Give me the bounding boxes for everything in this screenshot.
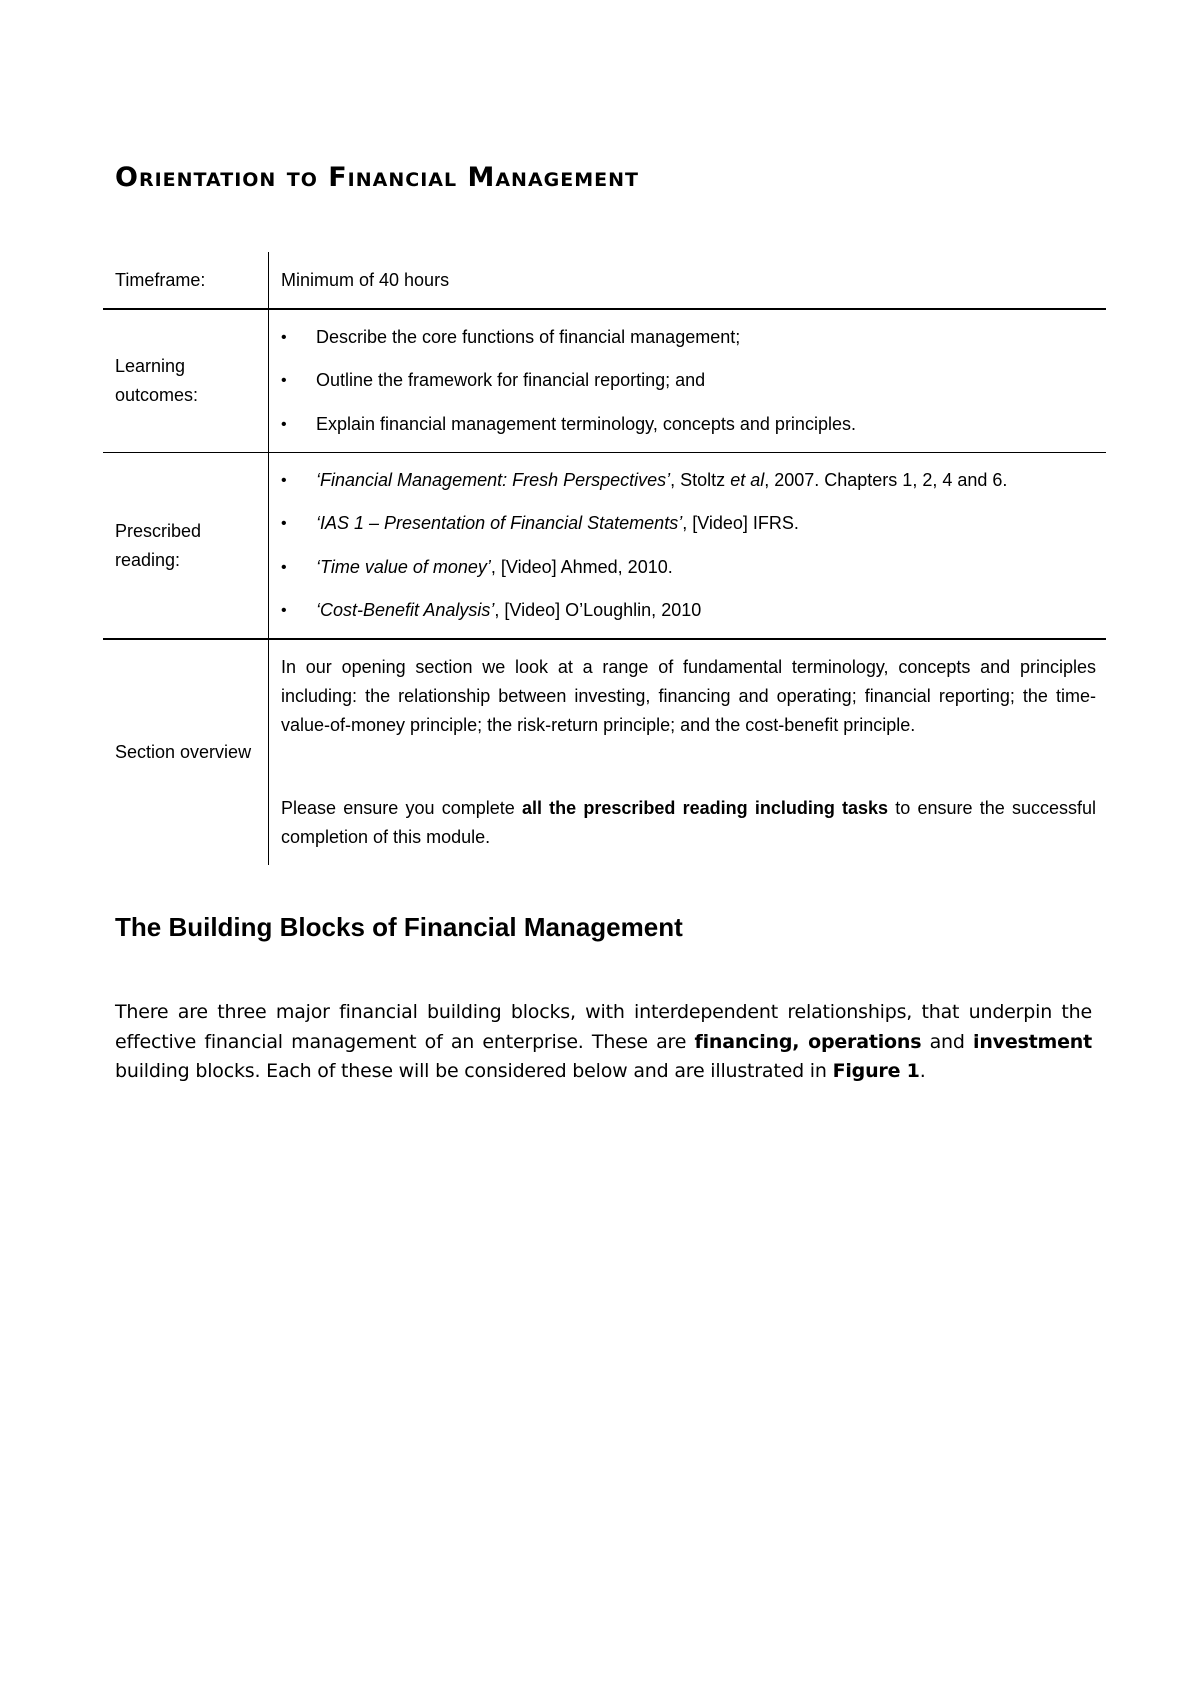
prescribed-reading-label: Prescribed reading:: [103, 453, 269, 640]
timeframe-label: Timeframe:: [103, 252, 269, 309]
section-overview-label: Section overview: [103, 639, 269, 865]
section-heading: The Building Blocks of Financial Management: [115, 912, 683, 942]
learning-outcomes-list: [281, 316, 1096, 447]
list-item: • Outline the framework for financial reporting; and: [281, 359, 1096, 403]
page-title: Orientation to Financial Management: [115, 162, 639, 193]
overview-note: Please ensure you complete all the prescribed reading including tasks to ensure the successful completion of this module.: [281, 798, 1096, 847]
list-item: • ‘Financial Management: Fresh Perspectives’, Stoltz et al, 2007. Chapters 1, 2, 4 and 6.: [281, 459, 1096, 503]
list-item: • Explain financial management terminology, concepts and principles.: [281, 403, 1096, 447]
table-row-learning-outcomes: [103, 309, 1106, 453]
table-row-prescribed-reading: [103, 453, 1106, 640]
reading-title: ‘Time value of money’: [316, 556, 491, 577]
list-item: • ‘IAS 1 – Presentation of Financial Statements’, [Video] IFRS.: [281, 502, 1096, 546]
learning-outcomes-label: Learning outcomes:: [103, 309, 269, 453]
list-item: • ‘Cost-Benefit Analysis’, [Video] O’Loughlin, 2010: [281, 589, 1096, 633]
table-row-section-overview: [103, 639, 1106, 865]
table-row-timeframe: [103, 252, 1106, 309]
body-paragraph: There are three major financial building blocks, with interdependent relationships, that underpin the effective financial management of an enterprise. These are financing, operations and investment building blocks. Each of these will be considered below and are illustrated in Figure 1.: [115, 1001, 1092, 1082]
overview-paragraph: In our opening section we look at a range of fundamental terminology, concepts and principles including: the relationship between investing, financing and operating; financial reporting; the time-value-of-money principle; the risk-return principle; and the cost-benefit principle.: [281, 657, 1096, 735]
list-item: • Describe the core functions of financial management;: [281, 316, 1096, 360]
reading-title: ‘IAS 1 – Presentation of Financial Statements’: [316, 513, 683, 533]
timeframe-value: Minimum of 40 hours: [269, 252, 1107, 309]
reading-title: ‘Financial Management: Fresh Perspectives’: [316, 469, 671, 490]
reading-title: ‘Cost-Benefit Analysis’: [316, 600, 495, 620]
module-info-table: [103, 252, 1106, 865]
list-item: • ‘Time value of money’, [Video] Ahmed, 2010.: [281, 546, 1096, 590]
prescribed-reading-list: [281, 459, 1096, 633]
